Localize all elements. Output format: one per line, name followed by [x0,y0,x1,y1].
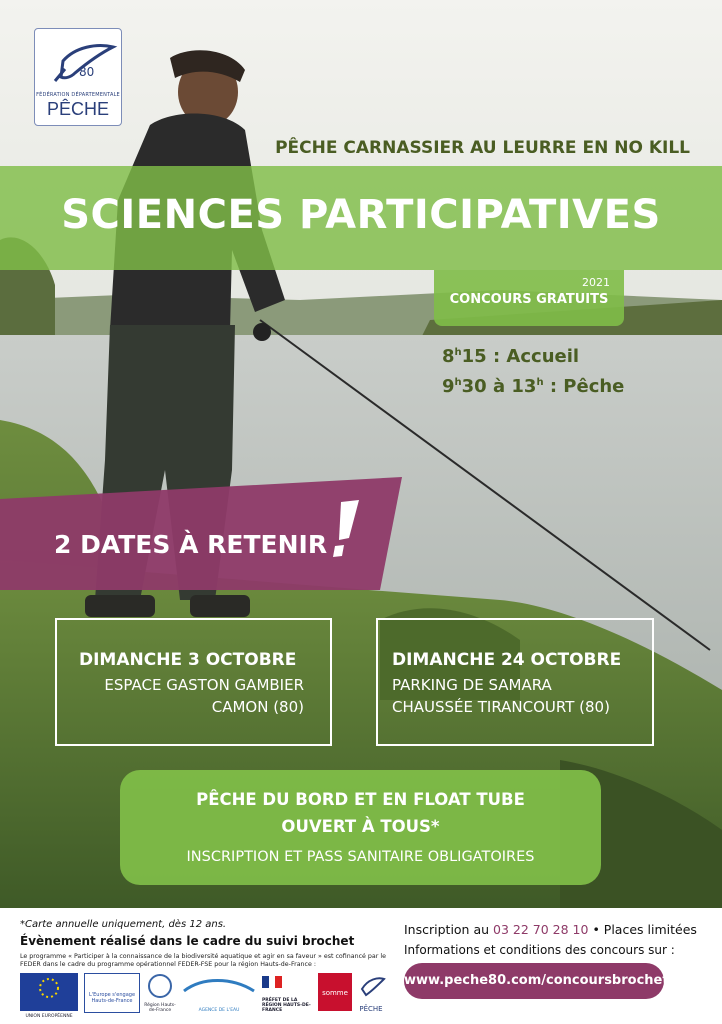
peche-logo-small: PÊCHE [356,973,386,1011]
date-1-day: DIMANCHE 3 OCTOBRE [79,650,297,670]
footer-infos: Informations et conditions des concours sur : [404,943,675,957]
footer-note: *Carte annuelle uniquement, dès 12 ans. [20,919,227,930]
eu-stars-icon [20,973,78,1003]
somme-logo: somme [318,973,352,1011]
agence-eau-logo: AGENCE DE L'EAU [182,973,256,1011]
info-line-3: INSCRIPTION ET PASS SANITAIRE OBLIGATOIRES [186,849,535,865]
website-url[interactable]: www.peche80.com/concoursbrochet [404,973,669,988]
fish-icon [35,33,121,93]
dates-banner-label: 2 DATES À RETENIR [54,530,328,559]
footer-event: Évènement réalisé dans le cadre du suivi brochet [20,934,355,948]
phone-number[interactable]: 03 22 70 28 10 [493,922,589,937]
footer-inscription: Inscription au 03 22 70 28 10 • Places limitées [404,922,697,937]
region-icon [144,973,176,1001]
federation-logo [34,28,122,126]
info-line-2: OUVERT À TOUS* [281,817,440,836]
date-2-place: PARKING DE SAMARA [392,676,552,694]
subtitle: PÊCHE CARNASSIER AU LEURRE EN NO KILL [275,138,690,158]
date-box-1 [55,618,332,746]
page-title: SCIENCES PARTICIPATIVES [61,192,661,238]
date-2-town: CHAUSSÉE TIRANCOURT (80) [392,698,610,716]
logo-number: 80 [79,65,95,79]
website-link[interactable] [404,963,669,999]
exclamation-icon [327,500,361,560]
prefet-logo: PRÉFET DE LA RÉGION HAUTS-DE-FRANCE [262,973,312,1011]
footer-programme: Le programme « Participer à la connaissance de la biodiversité aquatique et agir en sa faveur » est cofinancé par le FEDER dans le cadre du programme opérationnel FEDER-FSE pour la région Hauts-de-France : [20,953,386,968]
region-logo: Région Hauts-de-France [144,973,176,1011]
schedule-welcome: 8$^h$15 : Accueil [442,346,580,367]
info-box [120,770,601,885]
date-box-2 [376,618,654,746]
logo-federation-text: FÉDÉRATION DÉPARTEMENTALE [36,92,120,98]
date-1-place: ESPACE GASTON GAMBIER [104,676,304,694]
year-label: 2021 [582,276,610,289]
concours-label: CONCOURS GRATUITS [449,292,609,307]
small-fish-icon [356,973,386,999]
logo-peche-text: PÊCHE [46,99,109,119]
schedule-fishing: 9$^h$30 à 13$^h$ : Pêche [442,376,625,397]
wave-icon [182,973,256,1001]
eu-flag-logo: UNION EUROPÉENNE [20,973,78,1011]
date-2-day: DIMANCHE 24 OCTOBRE [392,650,622,670]
marianne-icon [262,976,282,988]
europe-engage-logo: L'Europe s'engage Hauts-de-France [84,973,140,1013]
concours-tab [434,270,624,326]
info-line-1: PÊCHE DU BORD ET EN FLOAT TUBE [196,790,525,809]
date-1-town: CAMON (80) [211,698,304,716]
